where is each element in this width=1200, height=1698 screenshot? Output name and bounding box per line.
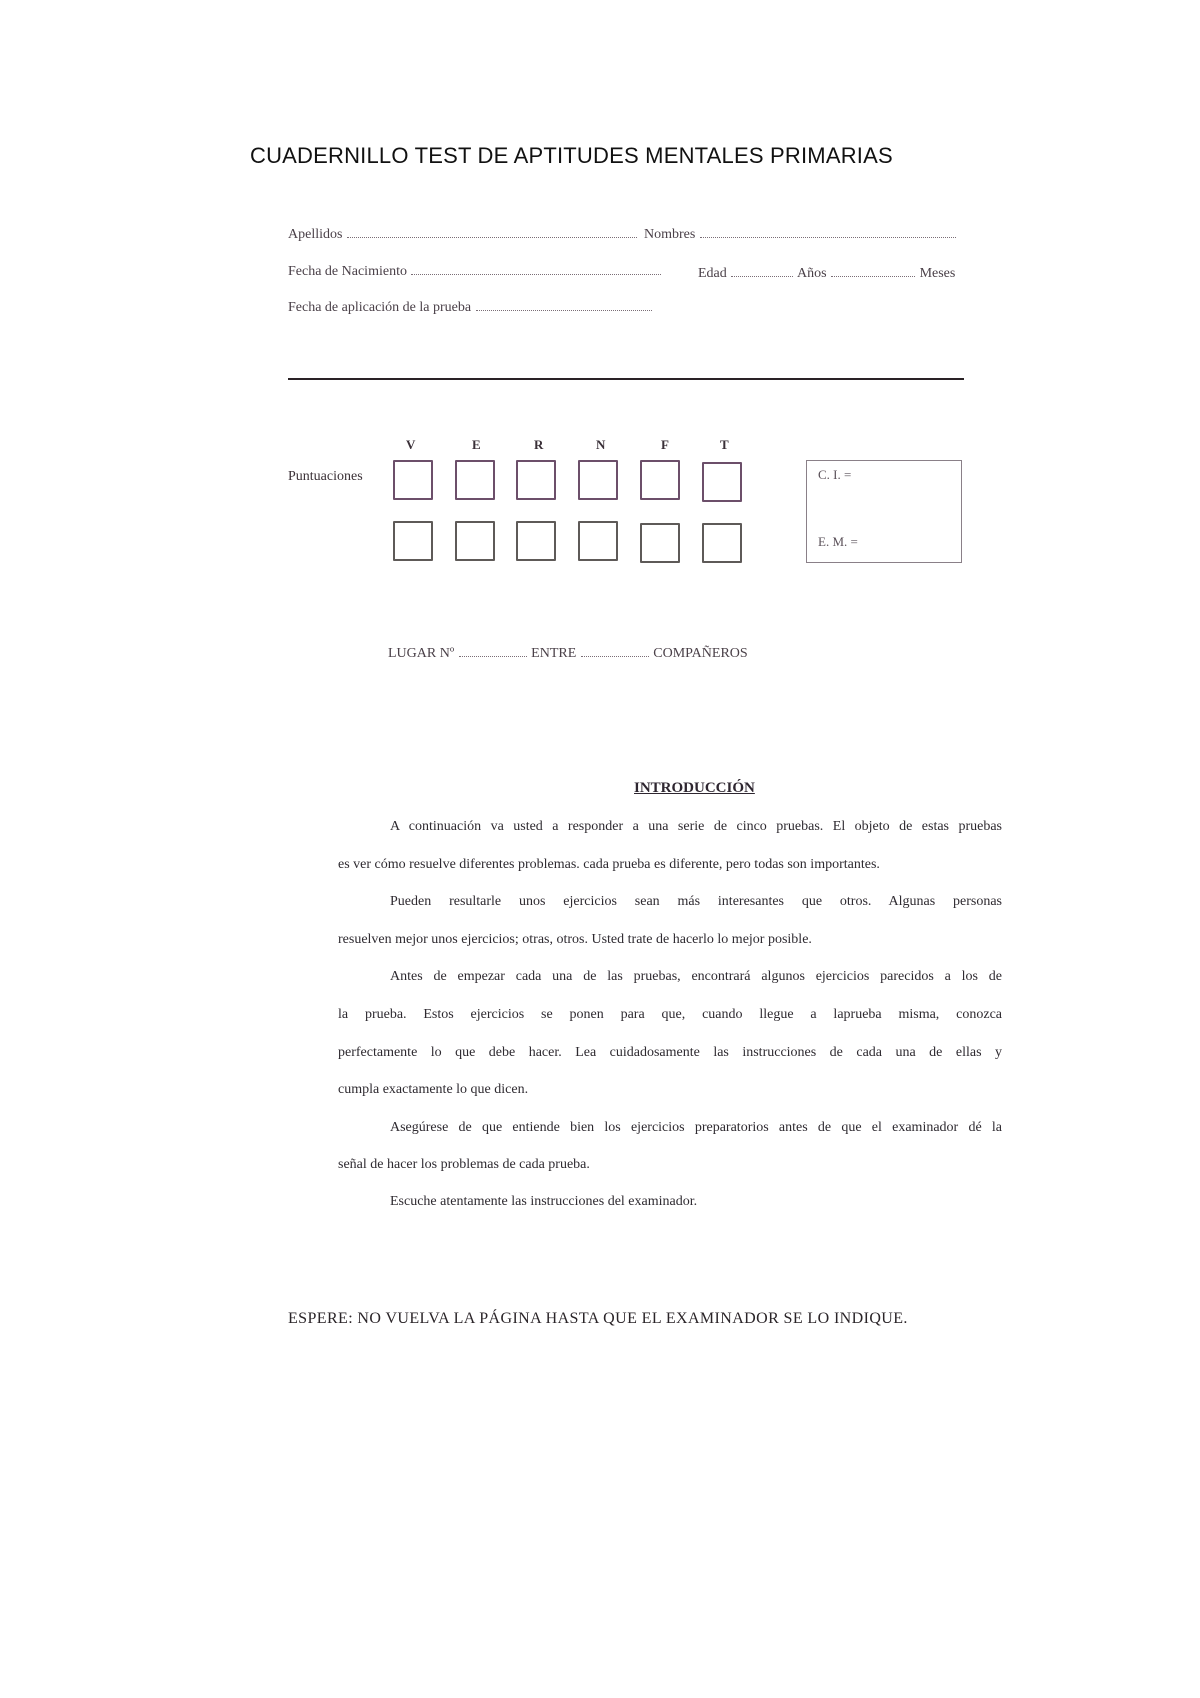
nombres-label: Nombres: [644, 227, 696, 242]
lugar-label: LUGAR Nº: [388, 646, 455, 661]
intro-line: Escuche atentamente las instrucciones del examinador.: [390, 1194, 698, 1209]
score-box-n-2[interactable]: [578, 521, 618, 561]
intro-line: perfectamente lo que debe hacer. Lea cuidadosamente las instrucciones de cada una de ellas y: [338, 1045, 1002, 1060]
score-box-t-1[interactable]: [702, 462, 742, 502]
intro-line: Antes de empezar cada una de las pruebas, encontrará algunos ejercicios parecidos a los de: [390, 969, 1002, 984]
fecha-aplicacion-field[interactable]: [288, 299, 653, 316]
score-box-f-1[interactable]: [640, 460, 680, 500]
column-letter-t: T: [720, 437, 729, 452]
fecha-aplicacion-blank: [476, 299, 652, 311]
intro-line: cumpla exactamente lo que dicen.: [338, 1082, 529, 1097]
meses-label: Meses: [919, 266, 956, 281]
score-box-v-2[interactable]: [393, 521, 433, 561]
section-divider: [288, 378, 964, 380]
score-box-r-1[interactable]: [516, 460, 556, 500]
edad-label: Edad: [698, 266, 727, 281]
score-box-t-2[interactable]: [702, 523, 742, 563]
intro-line: la prueba. Estos ejercicios se ponen para que, cuando llegue a laprueba misma, conozca: [338, 1007, 1002, 1022]
score-box-f-2[interactable]: [640, 523, 680, 563]
companeros-label: COMPAÑEROS: [653, 646, 748, 661]
intro-line: señal de hacer los problemas de cada prueba.: [338, 1157, 590, 1172]
puntuaciones-label: Puntuaciones: [288, 469, 363, 484]
column-letter-e: E: [472, 437, 481, 452]
entre-blank: [581, 645, 649, 657]
score-box-r-2[interactable]: [516, 521, 556, 561]
intro-line: es ver cómo resuelve diferentes problemas. cada prueba es diferente, pero todas son importantes.: [338, 857, 880, 872]
apellidos-field[interactable]: [288, 226, 638, 243]
fecha-nacimiento-label: Fecha de Nacimiento: [288, 264, 407, 279]
edad-blank: [731, 265, 793, 277]
column-letter-v: V: [406, 437, 416, 452]
column-letter-n: N: [596, 437, 606, 452]
score-box-v-1[interactable]: [393, 460, 433, 500]
fecha-nacimiento-blank: [411, 263, 661, 275]
apellidos-label: Apellidos: [288, 227, 343, 242]
intro-line: resuelven mejor unos ejercicios; otras, otros. Usted trate de hacerlo lo mejor posible.: [338, 932, 812, 947]
nombres-field[interactable]: [644, 226, 957, 243]
nombres-blank: [700, 226, 956, 238]
edad-field[interactable]: [698, 265, 955, 282]
intro-line: Pueden resultarle unos ejercicios sean más interesantes que otros. Algunas personas: [390, 894, 1002, 909]
entre-label: ENTRE: [531, 646, 577, 661]
document-title: CUADERNILLO TEST DE APTITUDES MENTALES PRIMARIAS: [250, 143, 893, 168]
lugar-blank: [459, 645, 527, 657]
apellidos-blank: [347, 226, 637, 238]
intro-line: A continuación va usted a responder a una serie de cinco pruebas. El objeto de estas pruebas: [390, 819, 1002, 834]
anos-blank: [831, 265, 915, 277]
column-letter-r: R: [534, 437, 544, 452]
anos-label: Años: [797, 266, 827, 281]
score-box-e-1[interactable]: [455, 460, 495, 500]
intro-title: INTRODUCCIÓN: [634, 780, 755, 796]
fecha-nacimiento-field[interactable]: [288, 263, 662, 280]
fecha-aplicacion-label: Fecha de aplicación de la prueba: [288, 300, 472, 315]
em-label: E. M. =: [818, 534, 858, 549]
wait-warning: ESPERE: NO VUELVA LA PÁGINA HASTA QUE EL EXAMINADOR SE LO INDIQUE.: [288, 1310, 908, 1327]
column-letter-f: F: [661, 437, 669, 452]
lugar-field[interactable]: [388, 645, 748, 662]
ci-label: C. I. =: [818, 467, 852, 482]
intro-line: Asegúrese de que entiende bien los ejercicios preparatorios antes de que el examinador dé la: [390, 1120, 1002, 1135]
score-box-n-1[interactable]: [578, 460, 618, 500]
score-box-e-2[interactable]: [455, 521, 495, 561]
